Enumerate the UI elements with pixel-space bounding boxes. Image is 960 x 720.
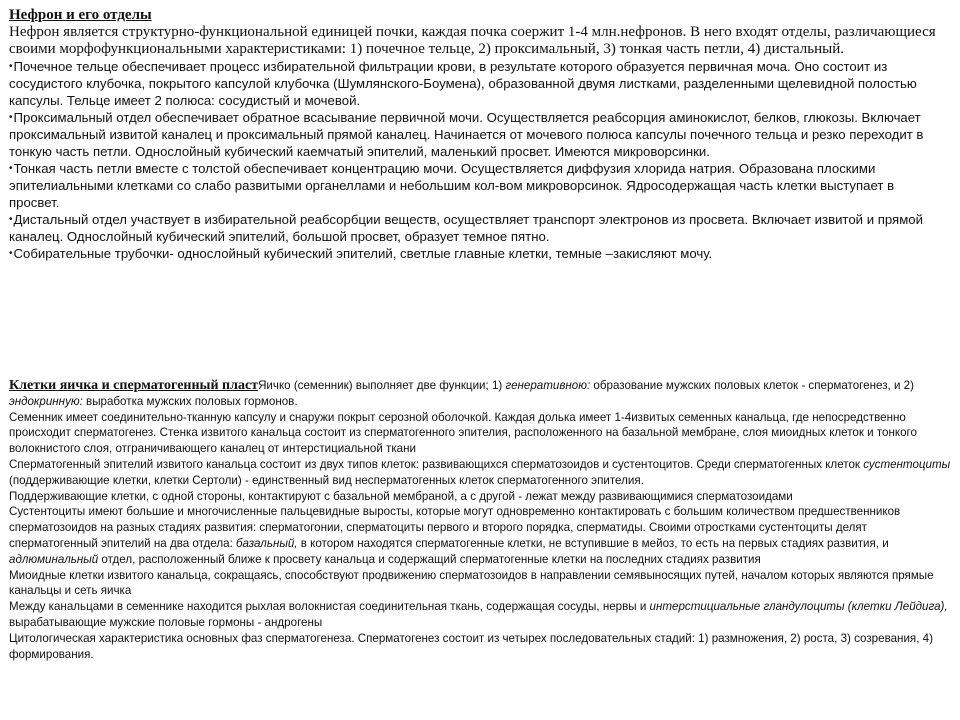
text-run: Между канальцами в семеннике находится рыхлая волокнистая соединительная ткань, содержащая сосуды, нервы и <box>9 600 650 614</box>
bullet-dot: • <box>9 61 13 72</box>
italic-run: эндокринную: <box>9 394 83 408</box>
italic-run: интерстициальные гландулоциты (клетки Лейдига), <box>649 600 948 614</box>
testis-section <box>9 378 954 662</box>
text-run: выработка мужских половых гормонов. <box>82 394 298 408</box>
italic-run: базальный, <box>236 536 298 550</box>
text-run: отдел, расположенный ближе к просвету канальца и содержащий сперматогенные клетки на последних стадиях развития <box>98 552 761 566</box>
text-run: образование мужских половых клеток - сперматогенез, и 2) <box>590 379 914 392</box>
bullet-distal-tubule <box>9 211 944 245</box>
bullet-text: Почечное тельце обеспечивает процесс избирательной фильтрации крови, в результате которого образуется первичная моча. Оно состоит из сосудистого клубочка, покрытого капсулой клубочка (Шумлянского-Боумена), образованной двумя листками, разделенными щелевидной полостью капсулы. Тельце имеет 2 полюса: сосудистый и мочевой. <box>9 59 917 108</box>
bullet-dot: • <box>9 112 13 123</box>
testis-paragraph-4: Поддерживающие клетки, с одной стороны, контактируют с базальной мембраной, а с другой - лежат между развивающимися сперматозоидами <box>9 489 793 503</box>
testis-paragraph-8: Цитологическая характеристика основных фаз сперматогенеза. Сперматогенез состоит из четырех последовательных стадий: 1) размножения, 2) роста, 3) созревания, 4) формирования. <box>9 631 933 661</box>
text-run: Сперматогенный эпителий извитого канальца состоит из двух типов клеток: развивающихся сперматозоидов и сустентоцитов. Среди сперматогенных клеток <box>9 457 864 471</box>
bullet-proximal-tubule <box>9 109 944 160</box>
nephron-section <box>9 7 944 262</box>
testis-paragraph-3 <box>9 457 954 489</box>
nephron-intro: Нефрон является структурно-функциональной единицей почки, каждая почка соержит 1-4 млн.нефронов. В него входят отделы, различающиеся своими морфофункциональными характеристиками: 1) почечное тельце, 2) проксимальный, 3) тонкая часть петли, 4) дистальный. <box>9 24 936 57</box>
text-run: в котором находятся сперматогенные клетки, не вступившие в мейоз, то есть на первых стадиях развития, и <box>297 536 889 550</box>
bullet-dot: • <box>9 214 13 225</box>
bullet-text: Проксимальный отдел обеспечивает обратное всасывание первичной мочи. Осуществляется реабсорция аминокислот, белков, глюкозы. Включает проксимальный извитой каналец и проксимальный прямой каналец. Начинается от мочевого полюса капсулы почечного тельца и резко переходит в тонкую часть петли. Однослойный кубический каемчатый эпителий, маленький просвет. Имеются микроворсинки. <box>9 110 924 159</box>
italic-run: адлюминальный <box>9 552 99 566</box>
bullet-text: Дистальный отдел участвует в избирательной реабсорбции веществ, осуществляет транспорт электронов из просвета. Включает извитой и прямой каналец. Однослойный кубический эпителий, большой просвет, образует темное пятно. <box>9 212 923 244</box>
testis-paragraph-5 <box>9 504 954 567</box>
text-run: (поддерживающие клетки, клетки Сертоли) - единственный вид несперматогенных клеток сперматогенного эпителия. <box>9 473 644 487</box>
bullet-text: Тонкая часть петли вместе с толстой обеспечивает концентрацию мочи. Осуществляется диффузия хлорида натрия. Образована плоскими эпителиальными клетками со слабо развитыми органеллами и небольшим кол-вом микроворсинок. Ядросодержащая часть клетки выступает в просвет. <box>9 161 895 210</box>
testis-paragraph-7 <box>9 599 954 631</box>
bullet-thin-loop <box>9 160 944 211</box>
bullet-dot: • <box>9 163 13 174</box>
bullet-collecting-ducts <box>9 245 944 262</box>
bullet-renal-corpuscle <box>9 58 944 109</box>
text-run: Сустентоциты имеют большие и многочисленные пальцевидные выросты, которые могут одновременно контактировать с большим количеством предшественников сперматозоидов на разных стадиях развития: сперматогонии, сперматоциты первого и второго порядка, сперматиды. Своими отростками сустентоциты делят сперматогенный эпителий на два отдела: <box>9 505 901 550</box>
text-run: вырабатывающие мужские половые гормоны - андрогены <box>9 615 323 629</box>
bullet-text: Собирательные трубочки- однослойный кубический эпителий, светлые главные клетки, темные –закисляют мочу. <box>13 246 713 261</box>
nephron-title: Нефрон и его отделы <box>9 7 152 23</box>
italic-run: сустентоциты <box>863 457 951 471</box>
italic-run: генеративною: <box>505 379 591 392</box>
text-run: Яичко (семенник) выполняет две функции; 1) <box>258 379 506 392</box>
testis-title: Клетки яичка и сперматогенный пласт <box>9 378 259 393</box>
testis-paragraph-6: Миоидные клетки извитого канальца, сокращаясь, способствуют продвижению сперматозоидов в направлении семявыносящих путей, началом которых являются прямые канальцы и сеть яичка <box>9 568 934 598</box>
testis-paragraph-1 <box>9 378 954 410</box>
testis-paragraph-2: Семенник имеет соединительно-тканную капсулу и снаружи покрыт серозной оболочкой. Каждая долька имеет 1-4извитых семенных канальца, где непосредственно происходит сперматогенез. Стенка извитого канальца состоит из сперматогенного эпителия, расположенного на базальной мембране, слоя миоидных клеток и тонкого волокнистого слоя, отграничивающего каналец от интерстициальной ткани <box>9 410 917 456</box>
bullet-dot: • <box>9 248 13 259</box>
